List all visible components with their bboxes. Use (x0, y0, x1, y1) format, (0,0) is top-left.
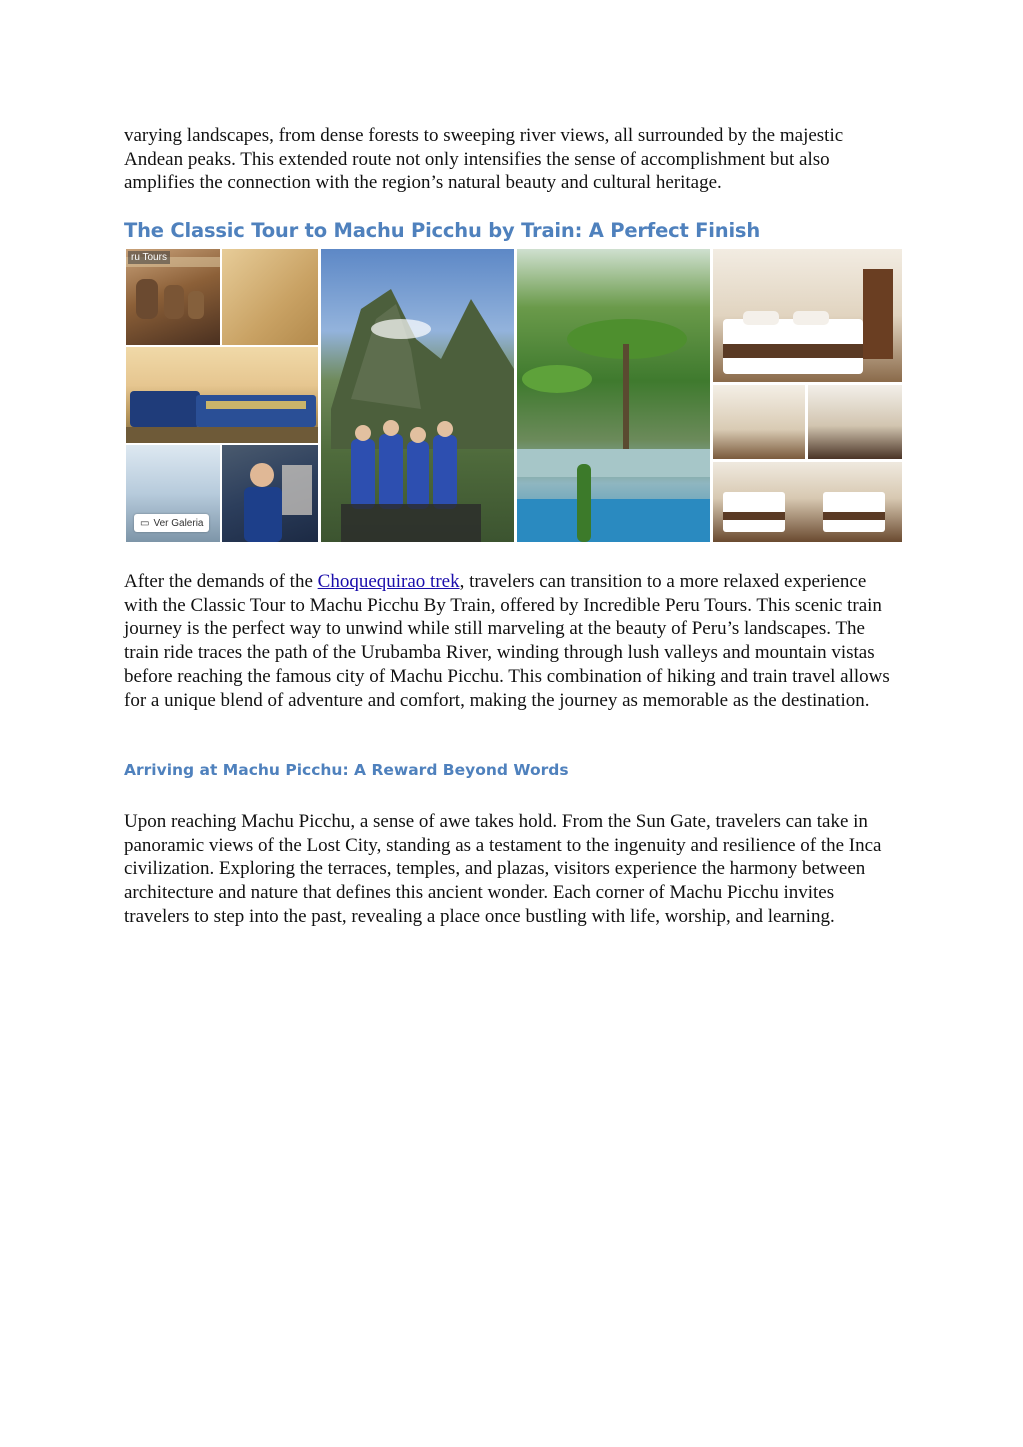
train-text-after-link: , travelers can transition to a more relaxed experience with the Classic Tour to Machu Picchu By Train, offered by Incredible Peru Tours. This scenic train journey is the perfect way to unwind while still marveling at the beauty of Peru’s landscapes. The train ride traces the path of the Urubamba River, winding through lush valleys and mountain vistas before reaching the famous city of Machu Picchu. This combination of hiking and train travel allows for a unique blend of adventure and comfort, making the journey as memorable as the destination. (124, 571, 890, 711)
section-heading-arrival: Arriving at Machu Picchu: A Reward Beyond Words (124, 761, 569, 779)
train-decor-photo (222, 249, 318, 345)
gallery-icon: ▭ (140, 517, 150, 529)
section-heading-train: The Classic Tour to Machu Picchu by Train: A Perfect Finish (124, 219, 761, 242)
train-interior-photo (126, 249, 220, 345)
train-paragraph (124, 570, 904, 712)
bed-graphic (713, 249, 902, 382)
tour-logo-text: ru Tours (128, 251, 170, 264)
train-exterior-photo (126, 347, 318, 443)
view-gallery-label: Ver Galeria (153, 517, 204, 529)
tour-photo-collage (126, 249, 902, 542)
mountain-graphic (321, 249, 514, 542)
hotel-room-photo-main (713, 249, 902, 382)
arrival-paragraph: Upon reaching Machu Picchu, a sense of awe takes hold. From the Sun Gate, travelers can take in panoramic views of the Lost City, standing as a testament to the ingenuity and resilience of the Inca civilization. Exploring the terraces, temples, and plazas, visitors experience the harmony between architecture and nature that defines this ancient wonder. Each corner of Machu Picchu invites travelers to step into the past, revealing a place once bustling with life, worship, and learning. (124, 811, 882, 927)
blue-train-graphic (126, 347, 318, 443)
jungle-pool-graphic (517, 249, 710, 542)
staff-graphic (222, 445, 318, 542)
hotel-room-photo-3 (808, 385, 902, 459)
machu-picchu-photo (321, 249, 514, 542)
view-gallery-button[interactable] (134, 514, 209, 532)
train-staff-photo (222, 445, 318, 542)
twin-beds-graphic (713, 462, 902, 542)
intro-paragraph: varying landscapes, from dense forests to sweeping river views, all surrounded by the majestic Andean peaks. This extended route not only intensifies the sense of accomplishment but also amplifies the connection with the region’s natural beauty and cultural heritage. (124, 125, 844, 194)
hotel-room-photo-2 (713, 385, 805, 459)
hot-springs-photo (517, 249, 710, 542)
hotel-room-photo-4 (713, 462, 902, 542)
choquequirao-trek-link[interactable]: Choquequirao trek (317, 571, 460, 592)
train-text-before-link: After the demands of the (124, 571, 318, 592)
train-window-photo (126, 445, 220, 542)
